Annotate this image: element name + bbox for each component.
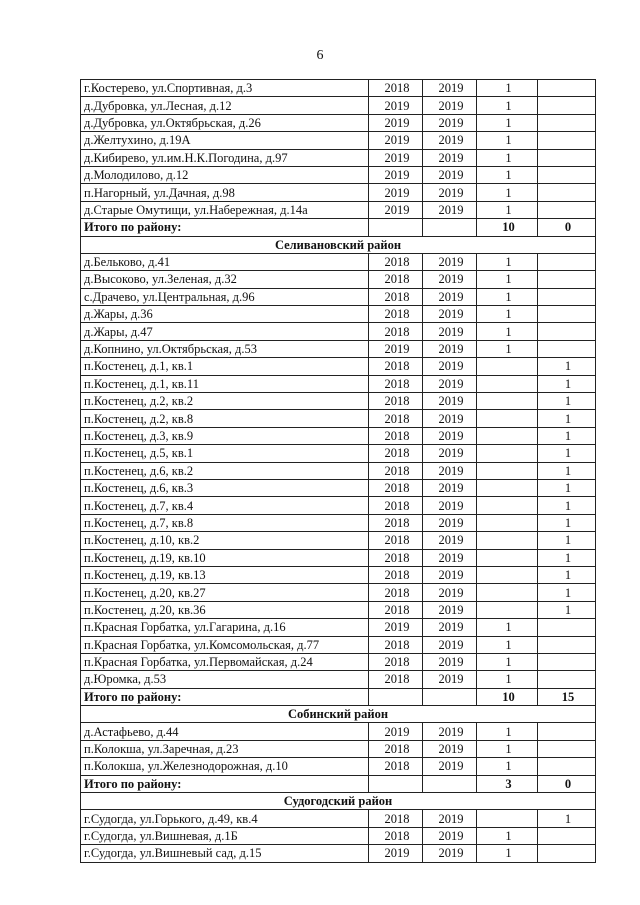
total-label: Итого по району: [81, 219, 369, 236]
year-end-cell: 2019 [423, 97, 477, 114]
count-b-cell [538, 80, 596, 97]
count-b-cell [538, 845, 596, 862]
count-a-cell [477, 497, 538, 514]
count-b-cell: 1 [538, 445, 596, 462]
year-start-cell: 2018 [369, 445, 423, 462]
count-b-cell [538, 740, 596, 757]
year-end-cell: 2019 [423, 566, 477, 583]
year-start-cell: 2018 [369, 323, 423, 340]
district-name: Собинский район [81, 706, 596, 723]
count-a-cell: 1 [477, 723, 538, 740]
table-row [81, 340, 596, 357]
count-a-cell: 1 [477, 323, 538, 340]
table-row [81, 393, 596, 410]
count-b-cell: 1 [538, 358, 596, 375]
total-year-end [423, 219, 477, 236]
count-b-cell [538, 201, 596, 218]
count-b-cell [538, 288, 596, 305]
total-count-b: 0 [538, 775, 596, 792]
total-count-a: 10 [477, 688, 538, 705]
table-row [81, 584, 596, 601]
table-row [81, 497, 596, 514]
table-row [81, 514, 596, 531]
address-cell: п.Костенец, д.2, кв.2 [81, 393, 369, 410]
total-count-b: 15 [538, 688, 596, 705]
count-a-cell [477, 375, 538, 392]
year-start-cell: 2018 [369, 358, 423, 375]
year-start-cell: 2019 [369, 149, 423, 166]
year-start-cell: 2018 [369, 827, 423, 844]
count-b-cell [538, 827, 596, 844]
year-start-cell: 2019 [369, 132, 423, 149]
year-start-cell: 2018 [369, 566, 423, 583]
year-start-cell: 2018 [369, 671, 423, 688]
count-b-cell: 1 [538, 427, 596, 444]
address-cell: п.Костенец, д.1, кв.1 [81, 358, 369, 375]
table-row [81, 358, 596, 375]
address-cell: п.Костенец, д.3, кв.9 [81, 427, 369, 444]
year-end-cell: 2019 [423, 479, 477, 496]
table-row [81, 149, 596, 166]
address-cell: г.Судогда, ул.Горького, д.49, кв.4 [81, 810, 369, 827]
year-end-cell: 2019 [423, 132, 477, 149]
year-end-cell: 2019 [423, 636, 477, 653]
district-name: Судогодский район [81, 793, 596, 810]
district-name: Селивановский район [81, 236, 596, 253]
address-cell: п.Колокша, ул.Заречная, д.23 [81, 740, 369, 757]
year-end-cell: 2019 [423, 340, 477, 357]
count-b-cell [538, 166, 596, 183]
year-end-cell: 2019 [423, 184, 477, 201]
count-b-cell [538, 97, 596, 114]
year-start-cell: 2018 [369, 584, 423, 601]
year-end-cell: 2019 [423, 497, 477, 514]
year-start-cell: 2018 [369, 479, 423, 496]
table-row [81, 566, 596, 583]
total-year-start [369, 219, 423, 236]
count-a-cell: 1 [477, 619, 538, 636]
address-cell: г.Судогда, ул.Вишневый сад, д.15 [81, 845, 369, 862]
year-start-cell: 2018 [369, 514, 423, 531]
table-row [81, 549, 596, 566]
count-a-cell: 1 [477, 253, 538, 270]
table-row [81, 375, 596, 392]
count-b-cell: 1 [538, 514, 596, 531]
table-row [81, 601, 596, 618]
count-a-cell [477, 549, 538, 566]
address-cell: д.Дубровка, ул.Лесная, д.12 [81, 97, 369, 114]
table-row [81, 445, 596, 462]
year-end-cell: 2019 [423, 149, 477, 166]
address-cell: д.Жары, д.36 [81, 306, 369, 323]
count-a-cell [477, 393, 538, 410]
count-a-cell: 1 [477, 114, 538, 131]
table-row [81, 184, 596, 201]
year-start-cell: 2018 [369, 271, 423, 288]
count-a-cell [477, 462, 538, 479]
year-end-cell: 2019 [423, 619, 477, 636]
count-b-cell [538, 671, 596, 688]
count-b-cell [538, 114, 596, 131]
table-row [81, 479, 596, 496]
year-end-cell: 2019 [423, 288, 477, 305]
count-a-cell [477, 532, 538, 549]
count-b-cell: 1 [538, 479, 596, 496]
year-start-cell: 2018 [369, 549, 423, 566]
year-end-cell: 2019 [423, 323, 477, 340]
year-start-cell: 2018 [369, 601, 423, 618]
district-header-row [81, 793, 596, 810]
count-b-cell [538, 619, 596, 636]
year-start-cell: 2018 [369, 410, 423, 427]
district-header-row [81, 706, 596, 723]
total-label: Итого по району: [81, 775, 369, 792]
year-start-cell: 2018 [369, 740, 423, 757]
count-b-cell: 1 [538, 601, 596, 618]
year-end-cell: 2019 [423, 584, 477, 601]
address-cell: д.Желтухино, д.19А [81, 132, 369, 149]
address-cell: п.Красная Горбатка, ул.Гагарина, д.16 [81, 619, 369, 636]
address-cell: п.Нагорный, ул.Дачная, д.98 [81, 184, 369, 201]
year-start-cell: 2019 [369, 184, 423, 201]
year-end-cell: 2019 [423, 410, 477, 427]
year-end-cell: 2019 [423, 358, 477, 375]
count-b-cell [538, 306, 596, 323]
count-a-cell: 1 [477, 166, 538, 183]
year-start-cell: 2018 [369, 306, 423, 323]
count-a-cell: 1 [477, 80, 538, 97]
year-end-cell: 2019 [423, 253, 477, 270]
table-row [81, 462, 596, 479]
table-row [81, 723, 596, 740]
address-cell: д.Кибирево, ул.им.Н.К.Погодина, д.97 [81, 149, 369, 166]
count-b-cell [538, 758, 596, 775]
table-row [81, 845, 596, 862]
count-b-cell: 1 [538, 584, 596, 601]
address-cell: п.Костенец, д.20, кв.27 [81, 584, 369, 601]
year-end-cell: 2019 [423, 810, 477, 827]
year-end-cell: 2019 [423, 427, 477, 444]
count-a-cell: 1 [477, 132, 538, 149]
year-start-cell: 2018 [369, 253, 423, 270]
year-end-cell: 2019 [423, 166, 477, 183]
year-end-cell: 2019 [423, 653, 477, 670]
year-start-cell: 2018 [369, 427, 423, 444]
address-cell: п.Костенец, д.6, кв.3 [81, 479, 369, 496]
table-row [81, 271, 596, 288]
count-b-cell [538, 149, 596, 166]
district-total-row [81, 688, 596, 705]
address-cell: д.Астафьево, д.44 [81, 723, 369, 740]
address-cell: д.Юромка, д.53 [81, 671, 369, 688]
table-row [81, 427, 596, 444]
count-a-cell: 1 [477, 201, 538, 218]
registry-table-body [81, 80, 596, 863]
table-row [81, 114, 596, 131]
year-start-cell: 2019 [369, 619, 423, 636]
count-b-cell [538, 323, 596, 340]
district-total-row [81, 219, 596, 236]
year-end-cell: 2019 [423, 671, 477, 688]
table-row [81, 758, 596, 775]
year-start-cell: 2018 [369, 653, 423, 670]
table-row [81, 288, 596, 305]
table-row [81, 253, 596, 270]
district-header-row [81, 236, 596, 253]
address-cell: п.Костенец, д.19, кв.13 [81, 566, 369, 583]
year-end-cell: 2019 [423, 445, 477, 462]
address-cell: д.Старые Омутищи, ул.Набережная, д.14а [81, 201, 369, 218]
count-a-cell [477, 358, 538, 375]
total-count-a: 3 [477, 775, 538, 792]
year-end-cell: 2019 [423, 462, 477, 479]
total-year-end [423, 688, 477, 705]
count-b-cell: 1 [538, 462, 596, 479]
total-label: Итого по району: [81, 688, 369, 705]
count-a-cell [477, 427, 538, 444]
count-b-cell: 1 [538, 810, 596, 827]
district-total-row [81, 775, 596, 792]
address-cell: д.Высоково, ул.Зеленая, д.32 [81, 271, 369, 288]
table-row [81, 740, 596, 757]
year-start-cell: 2018 [369, 532, 423, 549]
count-a-cell [477, 584, 538, 601]
table-row [81, 532, 596, 549]
year-start-cell: 2018 [369, 758, 423, 775]
table-row [81, 132, 596, 149]
year-end-cell: 2019 [423, 532, 477, 549]
count-a-cell: 1 [477, 636, 538, 653]
count-a-cell: 1 [477, 271, 538, 288]
count-b-cell [538, 340, 596, 357]
year-start-cell: 2019 [369, 723, 423, 740]
count-a-cell: 1 [477, 827, 538, 844]
registry-table [80, 79, 596, 863]
address-cell: п.Костенец, д.1, кв.11 [81, 375, 369, 392]
count-a-cell: 1 [477, 340, 538, 357]
total-count-a: 10 [477, 219, 538, 236]
year-start-cell: 2018 [369, 288, 423, 305]
count-a-cell: 1 [477, 671, 538, 688]
year-end-cell: 2019 [423, 723, 477, 740]
total-year-end [423, 775, 477, 792]
count-a-cell [477, 410, 538, 427]
year-start-cell: 2019 [369, 340, 423, 357]
count-b-cell: 1 [538, 532, 596, 549]
count-a-cell [477, 566, 538, 583]
address-cell: п.Костенец, д.7, кв.8 [81, 514, 369, 531]
count-b-cell: 1 [538, 566, 596, 583]
count-a-cell: 1 [477, 97, 538, 114]
year-start-cell: 2018 [369, 375, 423, 392]
table-row [81, 619, 596, 636]
count-a-cell [477, 479, 538, 496]
table-row [81, 323, 596, 340]
address-cell: д.Молодилово, д.12 [81, 166, 369, 183]
count-b-cell: 1 [538, 410, 596, 427]
year-end-cell: 2019 [423, 601, 477, 618]
count-a-cell [477, 445, 538, 462]
year-end-cell: 2019 [423, 845, 477, 862]
total-year-start [369, 775, 423, 792]
address-cell: п.Костенец, д.7, кв.4 [81, 497, 369, 514]
year-end-cell: 2019 [423, 271, 477, 288]
page-number: 6 [316, 48, 324, 63]
count-b-cell: 1 [538, 375, 596, 392]
count-a-cell: 1 [477, 184, 538, 201]
year-end-cell: 2019 [423, 827, 477, 844]
address-cell: п.Костенец, д.6, кв.2 [81, 462, 369, 479]
count-b-cell [538, 132, 596, 149]
table-row [81, 201, 596, 218]
total-year-start [369, 688, 423, 705]
count-a-cell [477, 514, 538, 531]
table-row [81, 410, 596, 427]
year-end-cell: 2019 [423, 549, 477, 566]
address-cell: п.Колокша, ул.Железнодорожная, д.10 [81, 758, 369, 775]
year-start-cell: 2018 [369, 80, 423, 97]
address-cell: г.Судогда, ул.Вишневая, д.1Б [81, 827, 369, 844]
year-start-cell: 2019 [369, 166, 423, 183]
address-cell: г.Костерево, ул.Спортивная, д.3 [81, 80, 369, 97]
year-start-cell: 2018 [369, 462, 423, 479]
count-a-cell [477, 601, 538, 618]
year-start-cell: 2019 [369, 845, 423, 862]
count-a-cell: 1 [477, 758, 538, 775]
year-end-cell: 2019 [423, 758, 477, 775]
count-a-cell: 1 [477, 740, 538, 757]
count-a-cell: 1 [477, 288, 538, 305]
address-cell: д.Дубровка, ул.Октябрьская, д.26 [81, 114, 369, 131]
address-cell: п.Красная Горбатка, ул.Первомайская, д.24 [81, 653, 369, 670]
year-start-cell: 2018 [369, 497, 423, 514]
year-end-cell: 2019 [423, 740, 477, 757]
year-end-cell: 2019 [423, 393, 477, 410]
count-b-cell [538, 184, 596, 201]
year-end-cell: 2019 [423, 80, 477, 97]
year-end-cell: 2019 [423, 375, 477, 392]
count-a-cell: 1 [477, 306, 538, 323]
year-end-cell: 2019 [423, 114, 477, 131]
table-row [81, 827, 596, 844]
year-end-cell: 2019 [423, 306, 477, 323]
year-end-cell: 2019 [423, 514, 477, 531]
count-b-cell: 1 [538, 549, 596, 566]
table-row [81, 810, 596, 827]
count-a-cell [477, 810, 538, 827]
table-row [81, 166, 596, 183]
table-row [81, 671, 596, 688]
address-cell: п.Красная Горбатка, ул.Комсомольская, д.77 [81, 636, 369, 653]
year-start-cell: 2019 [369, 201, 423, 218]
year-start-cell: 2018 [369, 393, 423, 410]
count-b-cell: 1 [538, 497, 596, 514]
table-row [81, 653, 596, 670]
address-cell: с.Драчево, ул.Центральная, д.96 [81, 288, 369, 305]
table-row [81, 306, 596, 323]
count-b-cell [538, 723, 596, 740]
year-start-cell: 2018 [369, 810, 423, 827]
address-cell: д.Жары, д.47 [81, 323, 369, 340]
address-cell: п.Костенец, д.2, кв.8 [81, 410, 369, 427]
address-cell: п.Костенец, д.20, кв.36 [81, 601, 369, 618]
table-row [81, 80, 596, 97]
address-cell: д.Бельково, д.41 [81, 253, 369, 270]
address-cell: д.Копнино, ул.Октябрьская, д.53 [81, 340, 369, 357]
count-b-cell [538, 271, 596, 288]
count-a-cell: 1 [477, 845, 538, 862]
count-a-cell: 1 [477, 653, 538, 670]
address-cell: п.Костенец, д.10, кв.2 [81, 532, 369, 549]
address-cell: п.Костенец, д.19, кв.10 [81, 549, 369, 566]
year-start-cell: 2019 [369, 114, 423, 131]
count-b-cell [538, 653, 596, 670]
count-b-cell: 1 [538, 393, 596, 410]
address-cell: п.Костенец, д.5, кв.1 [81, 445, 369, 462]
total-count-b: 0 [538, 219, 596, 236]
table-row [81, 636, 596, 653]
count-b-cell [538, 253, 596, 270]
year-start-cell: 2018 [369, 636, 423, 653]
year-start-cell: 2019 [369, 97, 423, 114]
table-row [81, 97, 596, 114]
year-end-cell: 2019 [423, 201, 477, 218]
count-b-cell [538, 636, 596, 653]
count-a-cell: 1 [477, 149, 538, 166]
